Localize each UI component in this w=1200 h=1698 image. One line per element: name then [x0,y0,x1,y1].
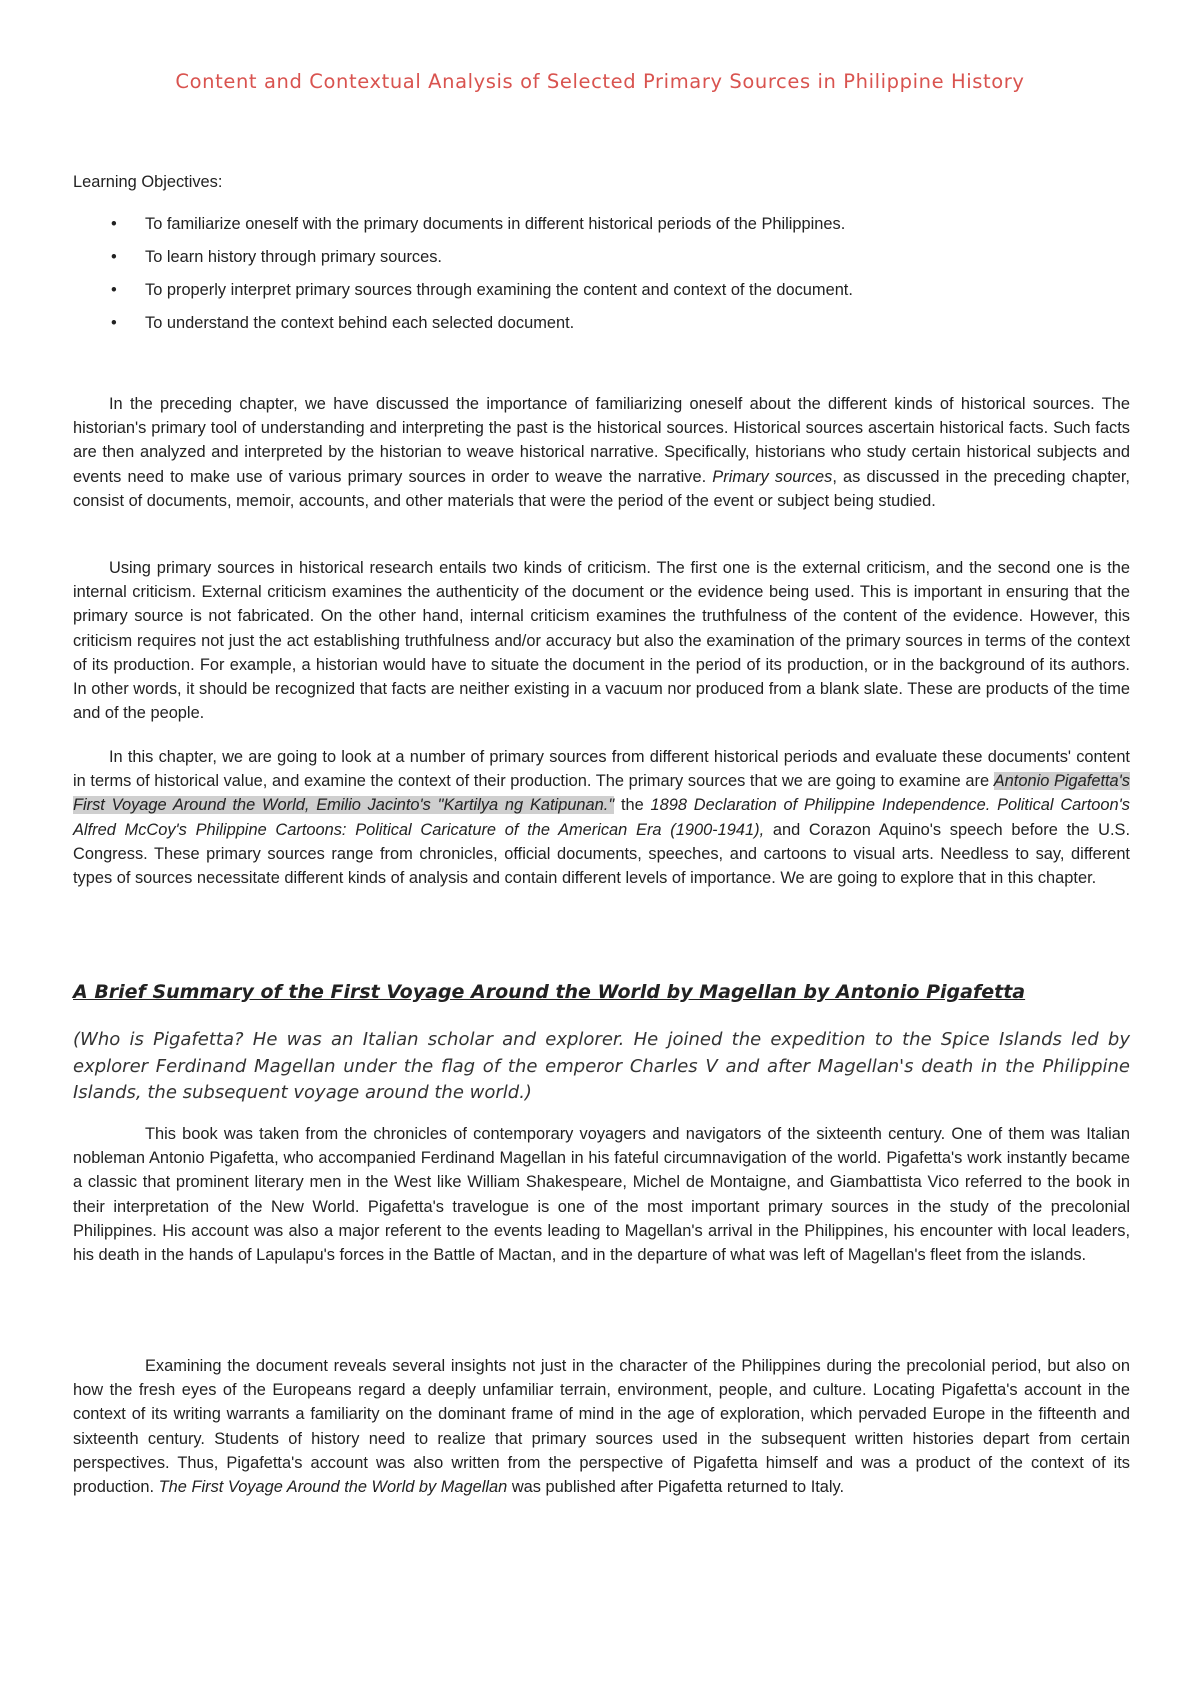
emphasis-text: The First Voyage Around the World by Magellan [158,1478,508,1497]
paragraph-pigafetta-book: This book was taken from the chronicles of contemporary voyagers and navigators of the sixteenth century. One of them was Italian nobleman Antonio Pigafetta, who accompanied Ferdinand Magellan in his fateful circumnavigation of the world. Pigafetta's work instantly became a classic that prominent literary men in the West like William Shakespeare, Michel de Montaigne, and Giambattista Vico referred to the book in their interpretation of the New World. Pigafetta's travelogue is one of the most important primary sources in the study of the precolonial Philippines. His account was also a major referent to the events leading to Magellan's arrival in the Philippines, his encounter with local leaders, his death in the hands of Lapulapu's forces in the Battle of Mactan, and in the departure of what was left of Magellan's fleet from the islands. [73,1125,1130,1265]
paragraph-text: was published after Pigafetta returned to Italy. [507,1478,845,1497]
page-title: Content and Contextual Analysis of Selected Primary Sources in Philippine History [175,70,1025,93]
objective-text: To understand the context behind each selected document. [145,314,575,332]
bullet-icon: • [111,281,117,299]
list-item [73,279,1130,312]
highlighted-text: Antonio Pigafetta's First Voyage Around the World, Emilio Jacinto's "Kartilya ng Katipunan." [73,772,1130,815]
learning-objectives-label: Learning Objectives: [73,173,223,191]
paragraph-text: In the preceding chapter, we have discussed the importance of familiarizing oneself about the different kinds of historical sources. The historian's primary tool of understanding and interpreting the past is the historical sources. Historical sources ascertain historical facts. Such facts are then analyzed and interpreted by the historian to weave historical narrative. Specifically, historians who study certain historical subjects and events need to make use of various primary sources in order to weave the narrative. [73,395,1130,486]
learning-objectives-list [73,213,1130,345]
list-item [73,312,1130,345]
paragraph-text: , as discussed in the preceding chapter, consist of documents, memoir, accounts, and other materials that were the period of the event or subject being studied. [73,467,1130,510]
section-heading: A Brief Summary of the First Voyage Around the World by Magellan by Antonio Pigafetta [73,981,1026,1003]
paragraph-text: and Corazon Aquino's speech before the U.S. Congress. These primary sources range from chronicles, official documents, speeches, and cartoons to visual arts. Needless to say, different types of sources necessitate different kinds of analysis and contain different levels of importance. We are going to explore that in this chapter. [73,820,1130,888]
objective-text: To familiarize oneself with the primary documents in different historical periods of the Philippines. [145,215,846,233]
section-intro: (Who is Pigafetta? He was an Italian scholar and explorer. He joined the expedition to the Spice Islands led by explorer Ferdinand Magellan under the flag of the emperor Charles V and after Magellan's death in the Philippine Islands, the subsequent voyage around the world.) [73,1029,1130,1103]
emphasis-text: Primary sources [712,467,833,486]
bullet-icon: • [111,248,117,266]
objective-text: To properly interpret primary sources through examining the content and context of the document. [145,281,853,299]
bullet-icon: • [111,215,117,233]
paragraph-historical-sources [73,392,1130,513]
bullet-icon: • [111,314,117,332]
paragraph-criticism: Using primary sources in historical research entails two kinds of criticism. The first one is the external criticism, and the second one is the internal criticism. External criticism examines the authenticity of the document or the evidence being used. This is important in ensuring that the primary source is not fabricated. On the other hand, internal criticism examines the truthfulness of the content of the evidence. However, this criticism requires not just the act establishing truthfulness and/or accuracy but also the examination of the primary sources in terms of the context of its production. For example, a historian would have to situate the document in the period of its production, or in the background of its authors. In other words, it should be recognized that facts are neither existing in a vacuum nor produced from a blank slate. These are products of the time and of the people. [73,559,1130,723]
list-item [73,246,1130,279]
list-item [73,213,1130,246]
paragraph-chapter-overview [73,745,1130,890]
paragraph-text: In this chapter, we are going to look at a number of primary sources from different historical periods and evaluate these documents' content in terms of historical value, and examine the context of their production. The primary sources that we are going to examine are [73,748,1130,791]
emphasis-text: 1898 Declaration of Philippine Independence. Political Cartoon's Alfred McCoy's Philippine Cartoons: Political Caricature of the American Era (1900-1941), [73,796,1130,839]
paragraph-examining-document [73,1354,1130,1499]
objective-text: To learn history through primary sources. [145,248,442,266]
paragraph-text: the [614,796,651,815]
paragraph-text: Examining the document reveals several insights not just in the character of the Philippines during the precolonial period, but also on how the fresh eyes of the Europeans regard a deeply unfamiliar terrain, environment, people, and culture. Locating Pigafetta's account in the context of its writing warrants a familiarity on the dominant frame of mind in the age of exploration, which pervaded Europe in the fifteenth and sixteenth century. Students of history need to realize that primary sources used in the subsequent written histories depart from certain perspectives. Thus, Pigafetta's account was also written from the perspective of Pigafetta himself and was a product of the context of its production. [73,1357,1130,1497]
